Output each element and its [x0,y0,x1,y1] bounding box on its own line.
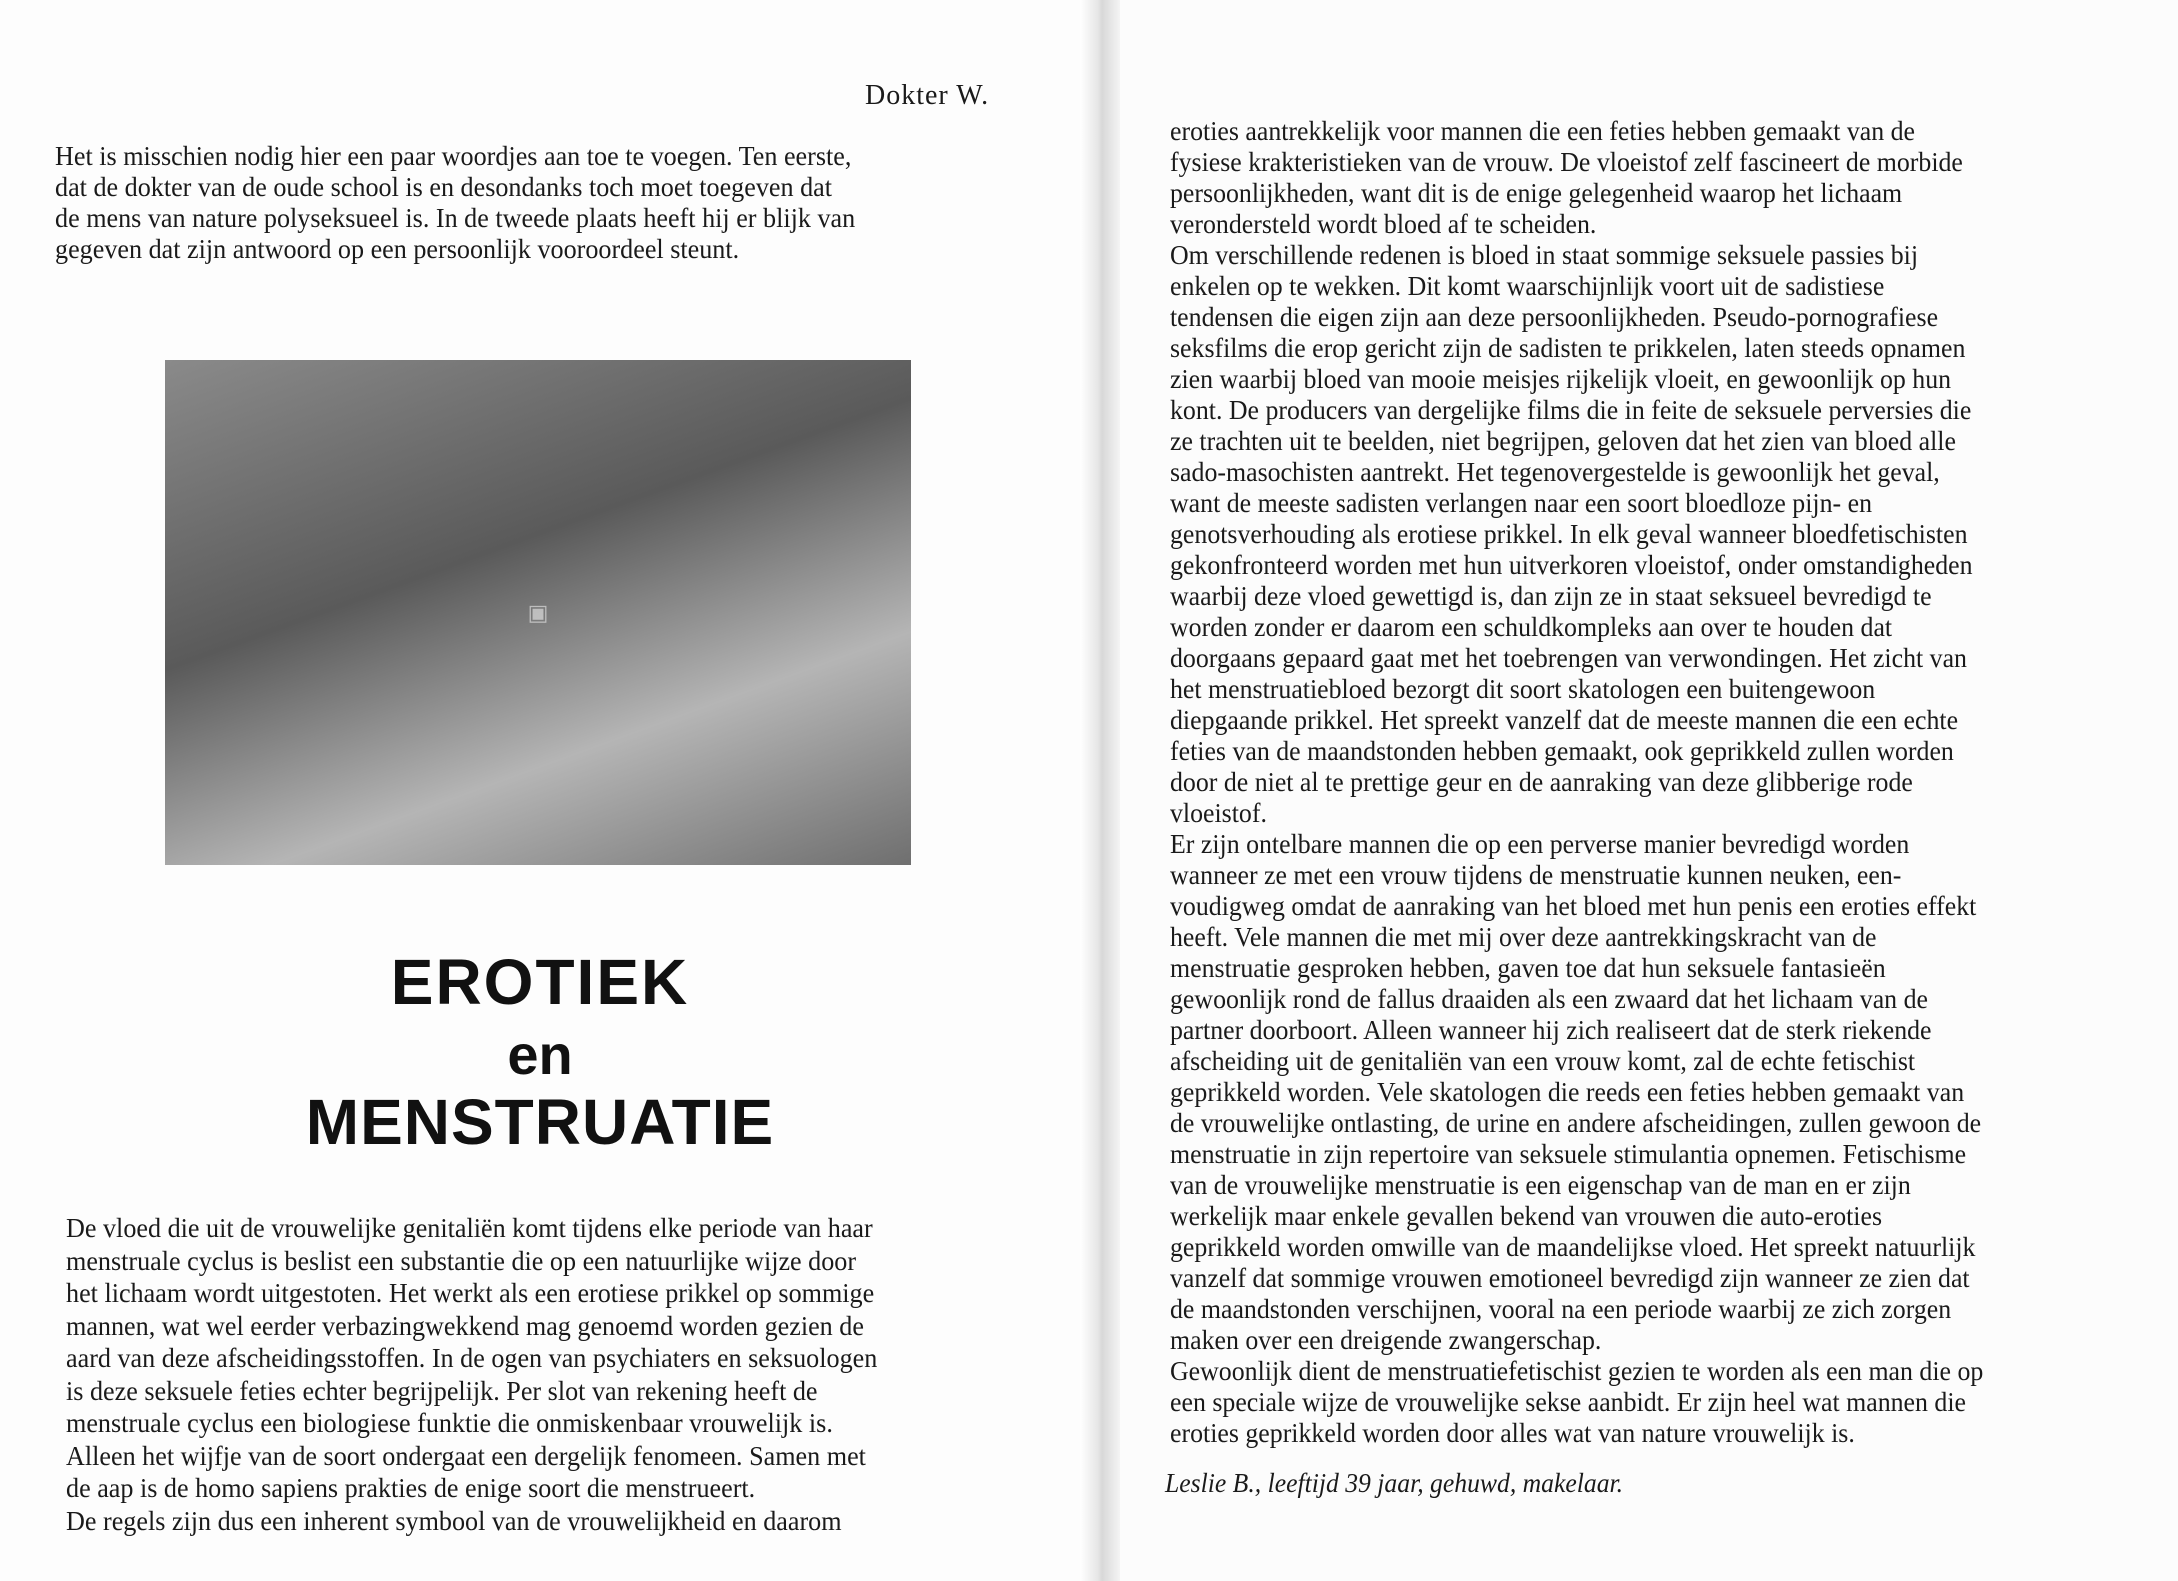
text-line: ze trachten uit te beelden, niet begrijpen, geloven dat het zien van bloed alle [1170,425,1956,456]
text-line: Er zijn ontelbare mannen die op een perverse manier bevredigd worden [1170,828,1910,859]
text-line: gekonfronteerd worden met hun uitverkoren vloeistof, onder omstandigheden [1170,549,1973,580]
text-line: feties van de maandstonden hebben gemaakt, ook geprikkeld zullen worden [1170,735,1954,766]
right-body-text [1170,115,2035,1448]
text-line: menstruale cyclus is beslist een substantie die op een natuurlijke wijze door [66,1244,857,1276]
text-line: de vrouwelijke ontlasting, de urine en andere afscheidingen, zullen gewoon de [1170,1107,1982,1138]
text-line: vanzelf dat sommige vrouwen emotioneel bevredigd zijn wanneer ze zien dat [1170,1262,1970,1293]
text-line: voudigweg omdat de aanraking van het bloed met hun penis een eroties effekt [1170,890,1977,921]
text-line: eroties geprikkeld worden door alles wat van nature vrouwelijk is. [1170,1417,1855,1448]
text-line: zien waarbij bloed van mooie meisjes rijkelijk vloeit, en gewoonlijk op hun [1170,363,1952,394]
text-line: kont. De producers van dergelijke films die in feite de seksuele perversies die [1170,394,1972,425]
text-line: dat de dokter van de oude school is en desondanks toch moet toegeven dat [55,171,833,202]
text-line: het menstruatiebloed bezorgt dit soort skatologen een buitengewoon [1170,673,1876,704]
text-line: doorgaans gepaard gaat met het toebrengen van verwondingen. Het zicht van [1170,642,1967,673]
left-body-paragraph [66,1212,920,1537]
text-line: geprikkeld worden. Vele skatologen die reeds een feties hebben gemaakt van [1170,1076,1965,1107]
text-line: menstruale cyclus een biologiese funktie die onmiskenbaar vrouwelijk is. [66,1407,833,1438]
text-line: partner doorboort. Alleen wanneer hij zich realiseert dat de sterk riekende [1170,1014,1932,1045]
text-line: De vloed die uit de vrouwelijke genitaliën komt tijdens elke periode van haar [66,1212,873,1243]
text-line: aard van deze afscheidingsstoffen. In de ogen van psychiaters en seksuologen [66,1342,878,1373]
text-line: afscheiding uit de genitaliën van een vrouw komt, zal de echte fetischist [1170,1045,1916,1076]
text-line: tendensen die eigen zijn aan deze persoonlijkheden. Pseudo-pornografiese [1170,301,1939,332]
text-line: Alleen het wijfje van de soort ondergaat een dergelijk fenomeen. Samen met [66,1439,866,1471]
text-line: van de vrouwelijke menstruatie is een eigenschap van de man en er zijn [1170,1169,1911,1200]
text-line: heeft. Vele mannen die met mij over deze aantrekkingskracht van de [1170,921,1877,952]
chapter-title-line2: en [507,1023,573,1086]
text-line: Het is misschien nodig hier een paar woordjes aan toe te voegen. Ten eerste, [55,140,852,171]
text-line: gewoonlijk rond de fallus draaiden als een zwaard dat het lichaam van de [1170,983,1928,1014]
attribution: Leslie B., leeftijd 39 jaar, gehuwd, makelaar. [1165,1468,1624,1498]
text-line: verondersteld wordt bloed af te scheiden. [1170,208,1597,239]
text-line: maken over een dreigende zwangerschap. [1170,1324,1602,1355]
photo-icon: ▣ [527,599,549,625]
text-line: sado-masochisten aantrekt. Het tegenovergestelde is gewoonlijk het geval, [1170,456,1940,487]
text-line: worden zonder er daarom een schuldkompleks aan over te houden dat [1170,611,1893,642]
text-line: waarbij deze vloed gewettigd is, dan zijn ze in staat seksueel bevredigd te [1170,580,1932,611]
text-line: want de meeste sadisten verlangen naar een soort bloedloze pijn- en [1170,487,1872,518]
text-line: genotsverhouding als erotiese prikkel. In elk geval wanneer bloedfetischisten [1170,518,1968,549]
text-line: geprikkeld worden omwille van de maandelijkse vloed. Het spreekt natuurlijk [1170,1231,1976,1262]
text-line: gegeven dat zijn antwoord op een persoonlijk vooroordeel steunt. [55,233,740,264]
text-line: vloeistof. [1170,797,1267,828]
text-line: het lichaam wordt uitgestoten. Het werkt als een erotiese prikkel op sommige [66,1277,875,1308]
text-line: seksfilms die erop gericht zijn de sadisten te prikkelen, laten steeds opnamen [1170,332,1966,363]
text-line: De regels zijn dus een inherent symbool van de vrouwelijkheid en daarom [66,1504,842,1536]
text-line: Om verschillende redenen is bloed in staat sommige seksuele passies bij [1170,239,1919,270]
text-line: menstruatie in zijn repertoire van seksuele stimulantia opnemen. Fetischisme [1170,1138,1967,1169]
photo-placeholder [165,360,911,865]
text-line: een speciale wijze de vrouwelijke sekse aanbidt. Er zijn heel wat mannen die [1170,1386,1967,1417]
intro-paragraph [55,140,897,264]
text-line: menstruatie gesproken hebben, gaven toe dat hun seksuele fantasieën [1170,952,1886,983]
text-line: door de niet al te prettige geur en de aanraking van deze glibberige rode [1170,766,1913,797]
text-line: de mens van nature polyseksueel is. In de tweede plaats heeft hij er blijk van [55,202,856,233]
text-line: fysiese krakteristieken van de vrouw. De vloeistof zelf fascineert de morbide [1170,146,1963,177]
text-line: diepgaande prikkel. Het spreekt vanzelf dat de meeste mannen die een echte [1170,704,1959,735]
text-line: mannen, wat wel eerder verbazingwekkend mag genoemd worden gezien de [66,1309,864,1341]
text-line: de aap is de homo sapiens prakties de enige soort die menstrueert. [66,1472,756,1503]
text-line: eroties aantrekkelijk voor mannen die een feties hebben gemaakt van de [1170,115,1916,146]
text-line: enkelen op te wekken. Dit komt waarschijnlijk voort uit de sadistiese [1170,270,1885,301]
text-line: werkelijk maar enkele gevallen bekend van vrouwen die auto-eroties [1170,1200,1883,1231]
chapter-title-line3: MENSTRUATIE [305,1086,775,1158]
text-line: wanneer ze met een vrouw tijdens de menstruatie kunnen neuken, een- [1170,859,1902,890]
text-line: Gewoonlijk dient de menstruatiefetischist gezien te worden als een man die op [1170,1355,1984,1386]
book-gutter [1080,0,1120,1581]
running-head: Dokter W. [865,80,990,111]
text-line: is deze seksuele feties echter begrijpelijk. Per slot van rekening heeft de [66,1374,818,1406]
text-line: de maandstonden verschijnen, vooral na een periode waarbij ze zich zorgen [1170,1293,1952,1324]
text-line: persoonlijkheden, want dit is de enige gelegenheid waarop het lichaam [1170,177,1903,208]
chapter-title-line1: EROTIEK [390,946,690,1018]
